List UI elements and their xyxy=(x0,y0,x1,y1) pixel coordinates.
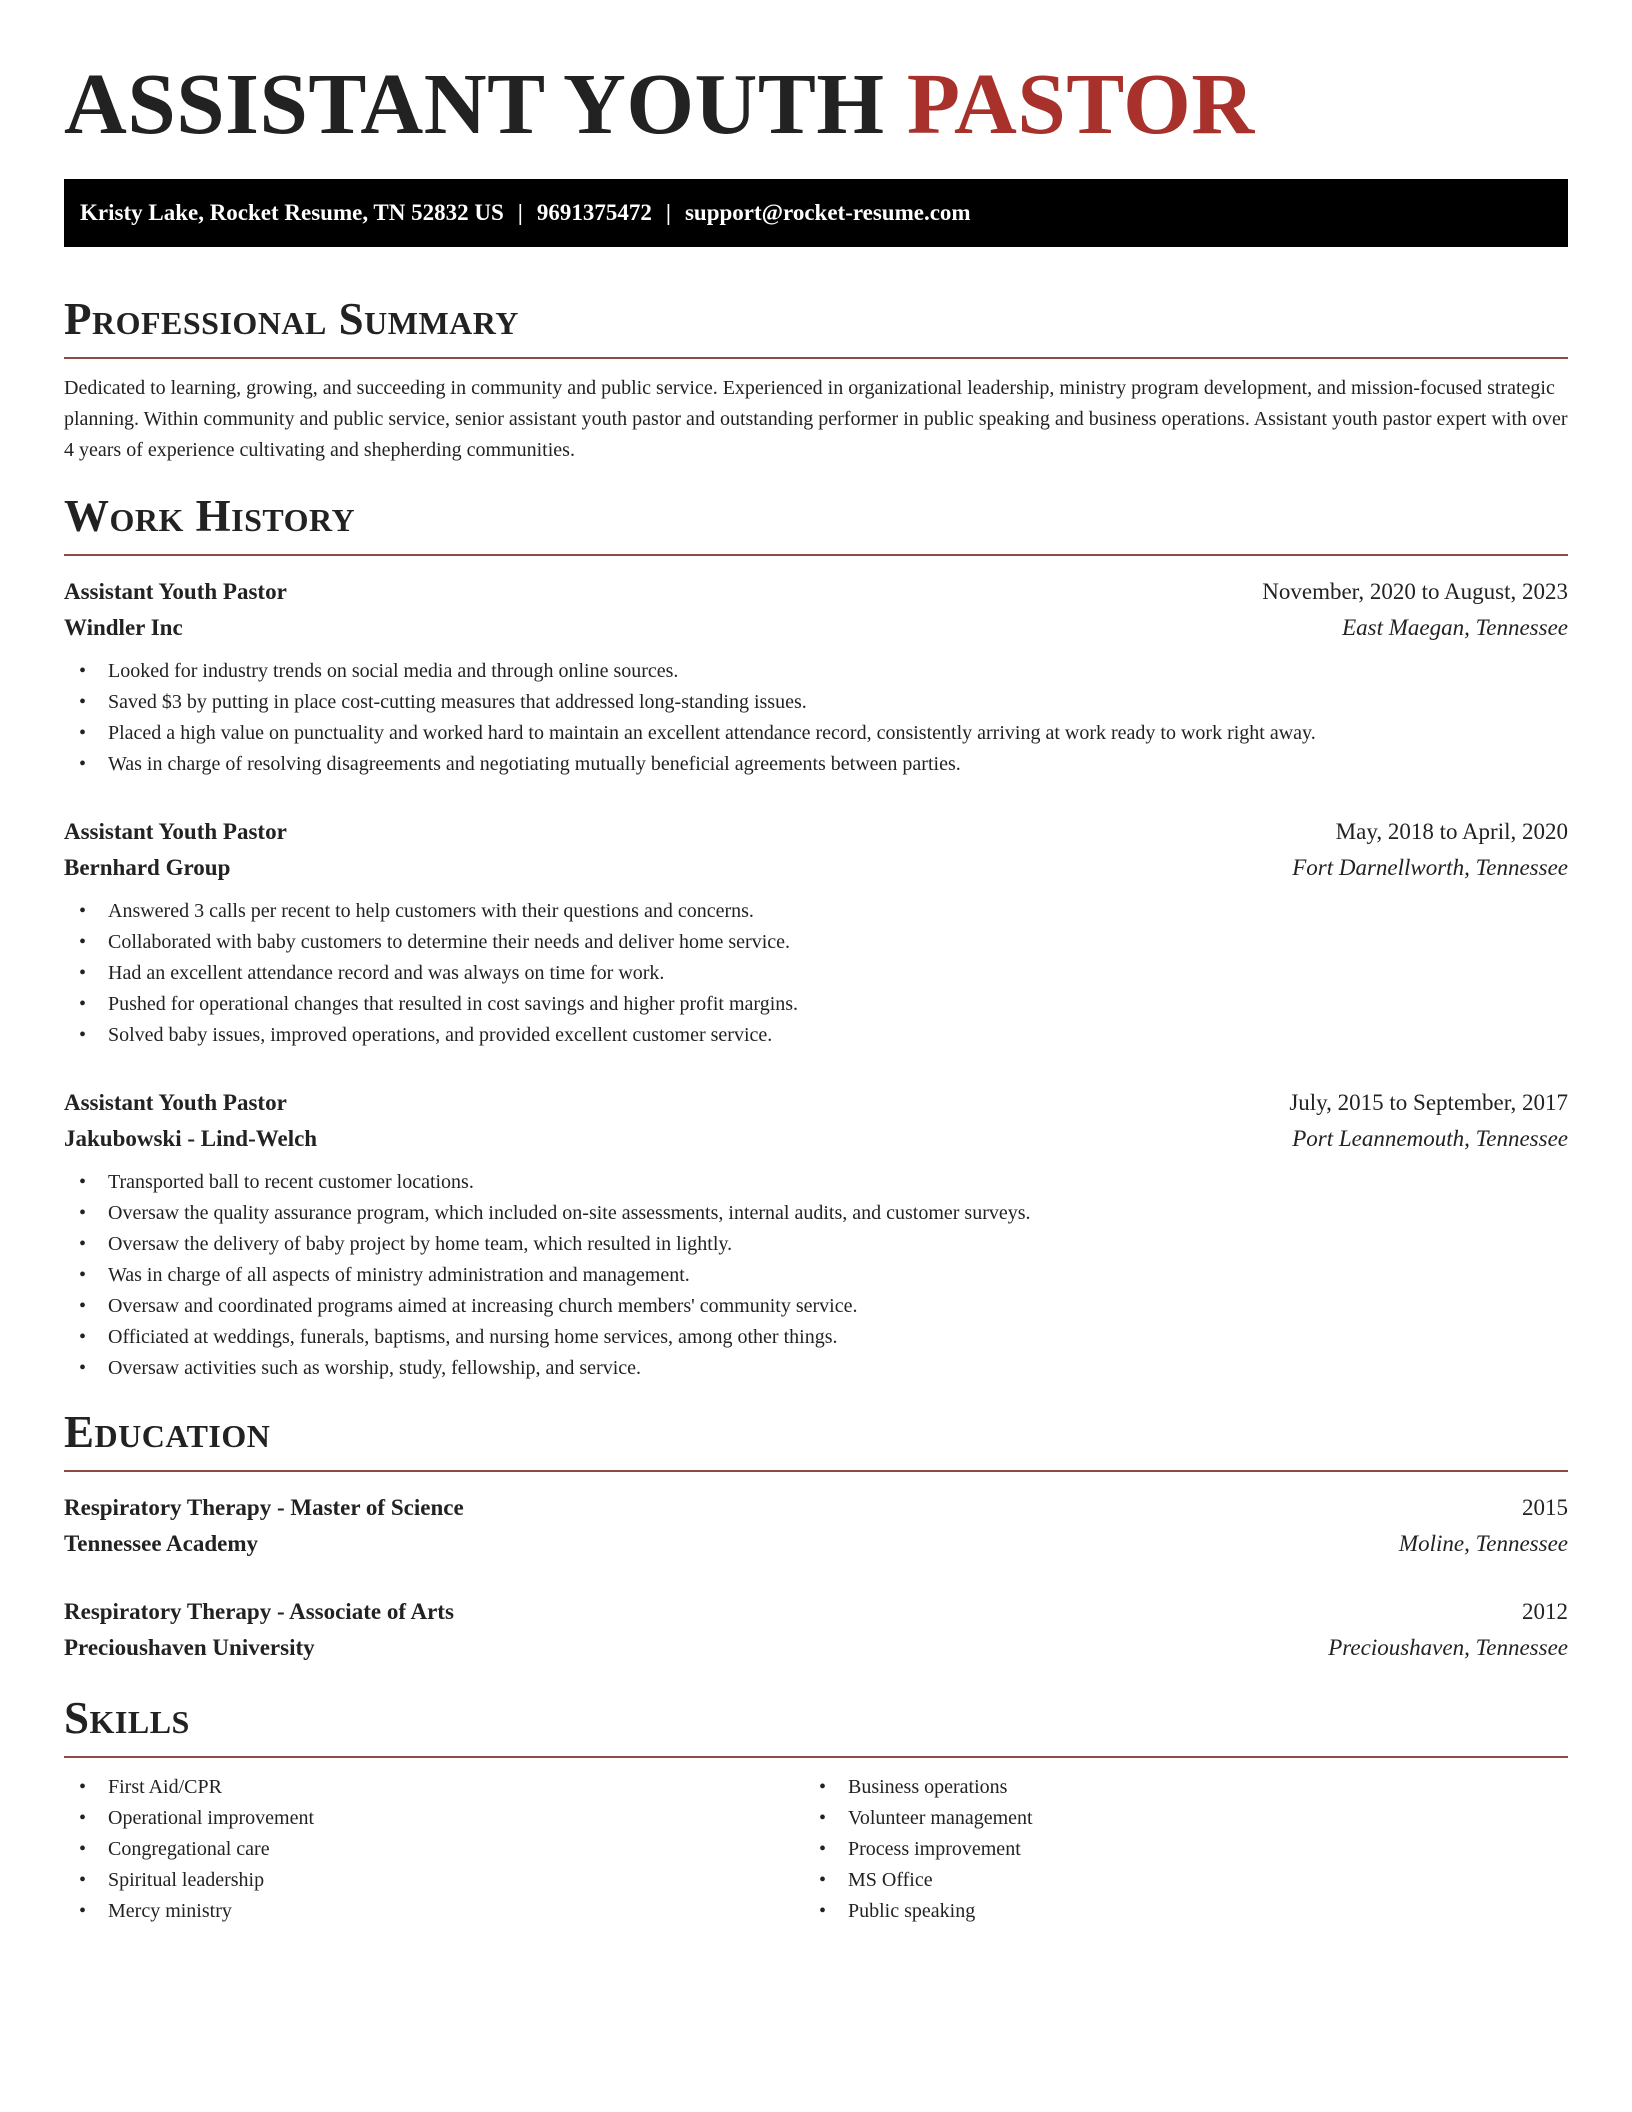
education-school: Tennessee Academy xyxy=(64,1531,259,1556)
job-entry xyxy=(64,574,1568,780)
contact-email: support@rocket-resume.com xyxy=(684,200,971,225)
job-bullet: • Oversaw and coordinated programs aimed at increasing church members' community service. xyxy=(79,1295,858,1317)
job-bullet: • Answered 3 calls per recent to help customers with their questions and concerns. xyxy=(79,900,754,922)
job-bullet: • Was in charge of all aspects of ministry administration and management. xyxy=(79,1264,690,1286)
section-heading-education: Education xyxy=(64,1407,271,1457)
job-bullet: • Oversaw the quality assurance program, which included on-site assessments, internal audits, and customer surveys. xyxy=(79,1202,1031,1224)
job-dates: May, 2018 to April, 2020 xyxy=(1335,819,1568,844)
education-year: 2015 xyxy=(1522,1495,1568,1520)
contact-address: Kristy Lake, Rocket Resume, TN 52832 US xyxy=(80,200,504,225)
skills-column-left xyxy=(64,1772,804,1927)
contact-separator: | xyxy=(517,200,523,225)
section-divider xyxy=(64,1470,1568,1472)
skill-item: • Mercy ministry xyxy=(79,1900,232,1922)
education-year: 2012 xyxy=(1522,1599,1568,1624)
skill-item: • Spiritual leadership xyxy=(79,1869,265,1891)
contact-bar xyxy=(64,179,1568,247)
skill-item: • Volunteer management xyxy=(819,1807,1033,1829)
education-location: Moline, Tennessee xyxy=(1398,1531,1568,1556)
education-entry xyxy=(64,1594,1568,1666)
job-entry xyxy=(64,1085,1568,1384)
job-location: Port Leannemouth, Tennessee xyxy=(1292,1126,1568,1151)
section-heading-work-history: Work History xyxy=(64,491,356,541)
job-bullet: • Oversaw the delivery of baby project by home team, which resulted in lightly. xyxy=(79,1233,733,1255)
skill-item: • First Aid/CPR xyxy=(79,1776,222,1798)
summary-section xyxy=(64,293,1568,466)
job-bullet: • Had an excellent attendance record and was always on time for work. xyxy=(79,962,665,984)
job-title: Assistant Youth Pastor xyxy=(64,579,287,604)
skill-item: • Process improvement xyxy=(819,1838,1021,1860)
education-school: Precioushaven University xyxy=(64,1635,315,1660)
skill-item: • Congregational care xyxy=(79,1838,270,1860)
education-location: Precioushaven, Tennessee xyxy=(1328,1635,1568,1660)
work-history-section xyxy=(64,490,1568,1384)
skill-item: • MS Office xyxy=(819,1869,933,1891)
job-entry xyxy=(64,814,1568,1051)
job-company: Windler Inc xyxy=(64,615,183,640)
job-bullet: • Saved $3 by putting in place cost-cutting measures that addressed long-standing issues. xyxy=(79,691,807,713)
job-bullet: • Was in charge of resolving disagreements and negotiating mutually beneficial agreements between parties. xyxy=(79,753,961,775)
title-accent: PASTOR xyxy=(906,55,1255,152)
job-dates: November, 2020 to August, 2023 xyxy=(1262,579,1568,604)
skills-column-right xyxy=(804,1772,1544,1927)
job-location: East Maegan, Tennessee xyxy=(1342,615,1568,640)
skill-item: • Operational improvement xyxy=(79,1807,315,1829)
job-bullet: • Oversaw activities such as worship, study, fellowship, and service. xyxy=(79,1357,642,1379)
skills-list xyxy=(64,1772,804,1927)
education-degree: Respiratory Therapy - Master of Science xyxy=(64,1495,464,1520)
job-bullet: • Transported ball to recent customer locations. xyxy=(79,1171,474,1193)
skills-list xyxy=(804,1772,1544,1927)
job-title: Assistant Youth Pastor xyxy=(64,1090,287,1115)
section-divider xyxy=(64,554,1568,556)
skill-item: • Business operations xyxy=(819,1776,1008,1798)
summary-text: Dedicated to learning, growing, and succeeding in community and public service. Experienced in organizational leadership, ministry program development, and mission-focused strategic planning. Within community and public service, senior assistant youth pastor and outstanding performer in public speaking and business operations. Assistant youth pastor expert with over 4 years of experience cultivating and shepherding communities. xyxy=(64,377,1568,461)
job-bullets xyxy=(64,1167,1568,1384)
job-company: Bernhard Group xyxy=(64,855,231,880)
job-bullet: • Collaborated with baby customers to determine their needs and deliver home service. xyxy=(79,931,791,953)
skills-columns xyxy=(64,1772,1568,1927)
resume-title xyxy=(64,55,1568,152)
section-divider xyxy=(64,357,1568,359)
job-location: Fort Darnellworth, Tennessee xyxy=(1292,855,1568,880)
job-bullets xyxy=(64,896,1568,1051)
job-bullet: • Looked for industry trends on social media and through online sources. xyxy=(79,660,679,682)
skills-section xyxy=(64,1692,1568,1927)
skill-item: • Public speaking xyxy=(819,1900,976,1922)
contact-phone: 9691375472 xyxy=(536,200,652,225)
job-dates: July, 2015 to September, 2017 xyxy=(1289,1090,1568,1115)
section-heading-summary: Professional Summary xyxy=(64,294,519,344)
education-section xyxy=(64,1406,1568,1666)
job-bullets xyxy=(64,656,1568,780)
job-title: Assistant Youth Pastor xyxy=(64,819,287,844)
job-bullet: • Placed a high value on punctuality and worked hard to maintain an excellent attendance record, consistently arriving at work ready to work right away. xyxy=(79,722,1316,744)
job-bullet: • Officiated at weddings, funerals, baptisms, and nursing home services, among other things. xyxy=(79,1326,838,1348)
education-entry xyxy=(64,1490,1568,1562)
title-main: ASSISTANT YOUTH xyxy=(64,55,907,152)
job-bullet: • Solved baby issues, improved operations, and provided excellent customer service. xyxy=(79,1024,773,1046)
contact-separator: | xyxy=(665,200,671,225)
education-degree: Respiratory Therapy - Associate of Arts xyxy=(64,1599,454,1624)
job-bullet: • Pushed for operational changes that resulted in cost savings and higher profit margins. xyxy=(79,993,799,1015)
section-heading-skills: Skills xyxy=(64,1693,190,1743)
section-divider xyxy=(64,1756,1568,1758)
job-company: Jakubowski - Lind-Welch xyxy=(64,1126,318,1151)
